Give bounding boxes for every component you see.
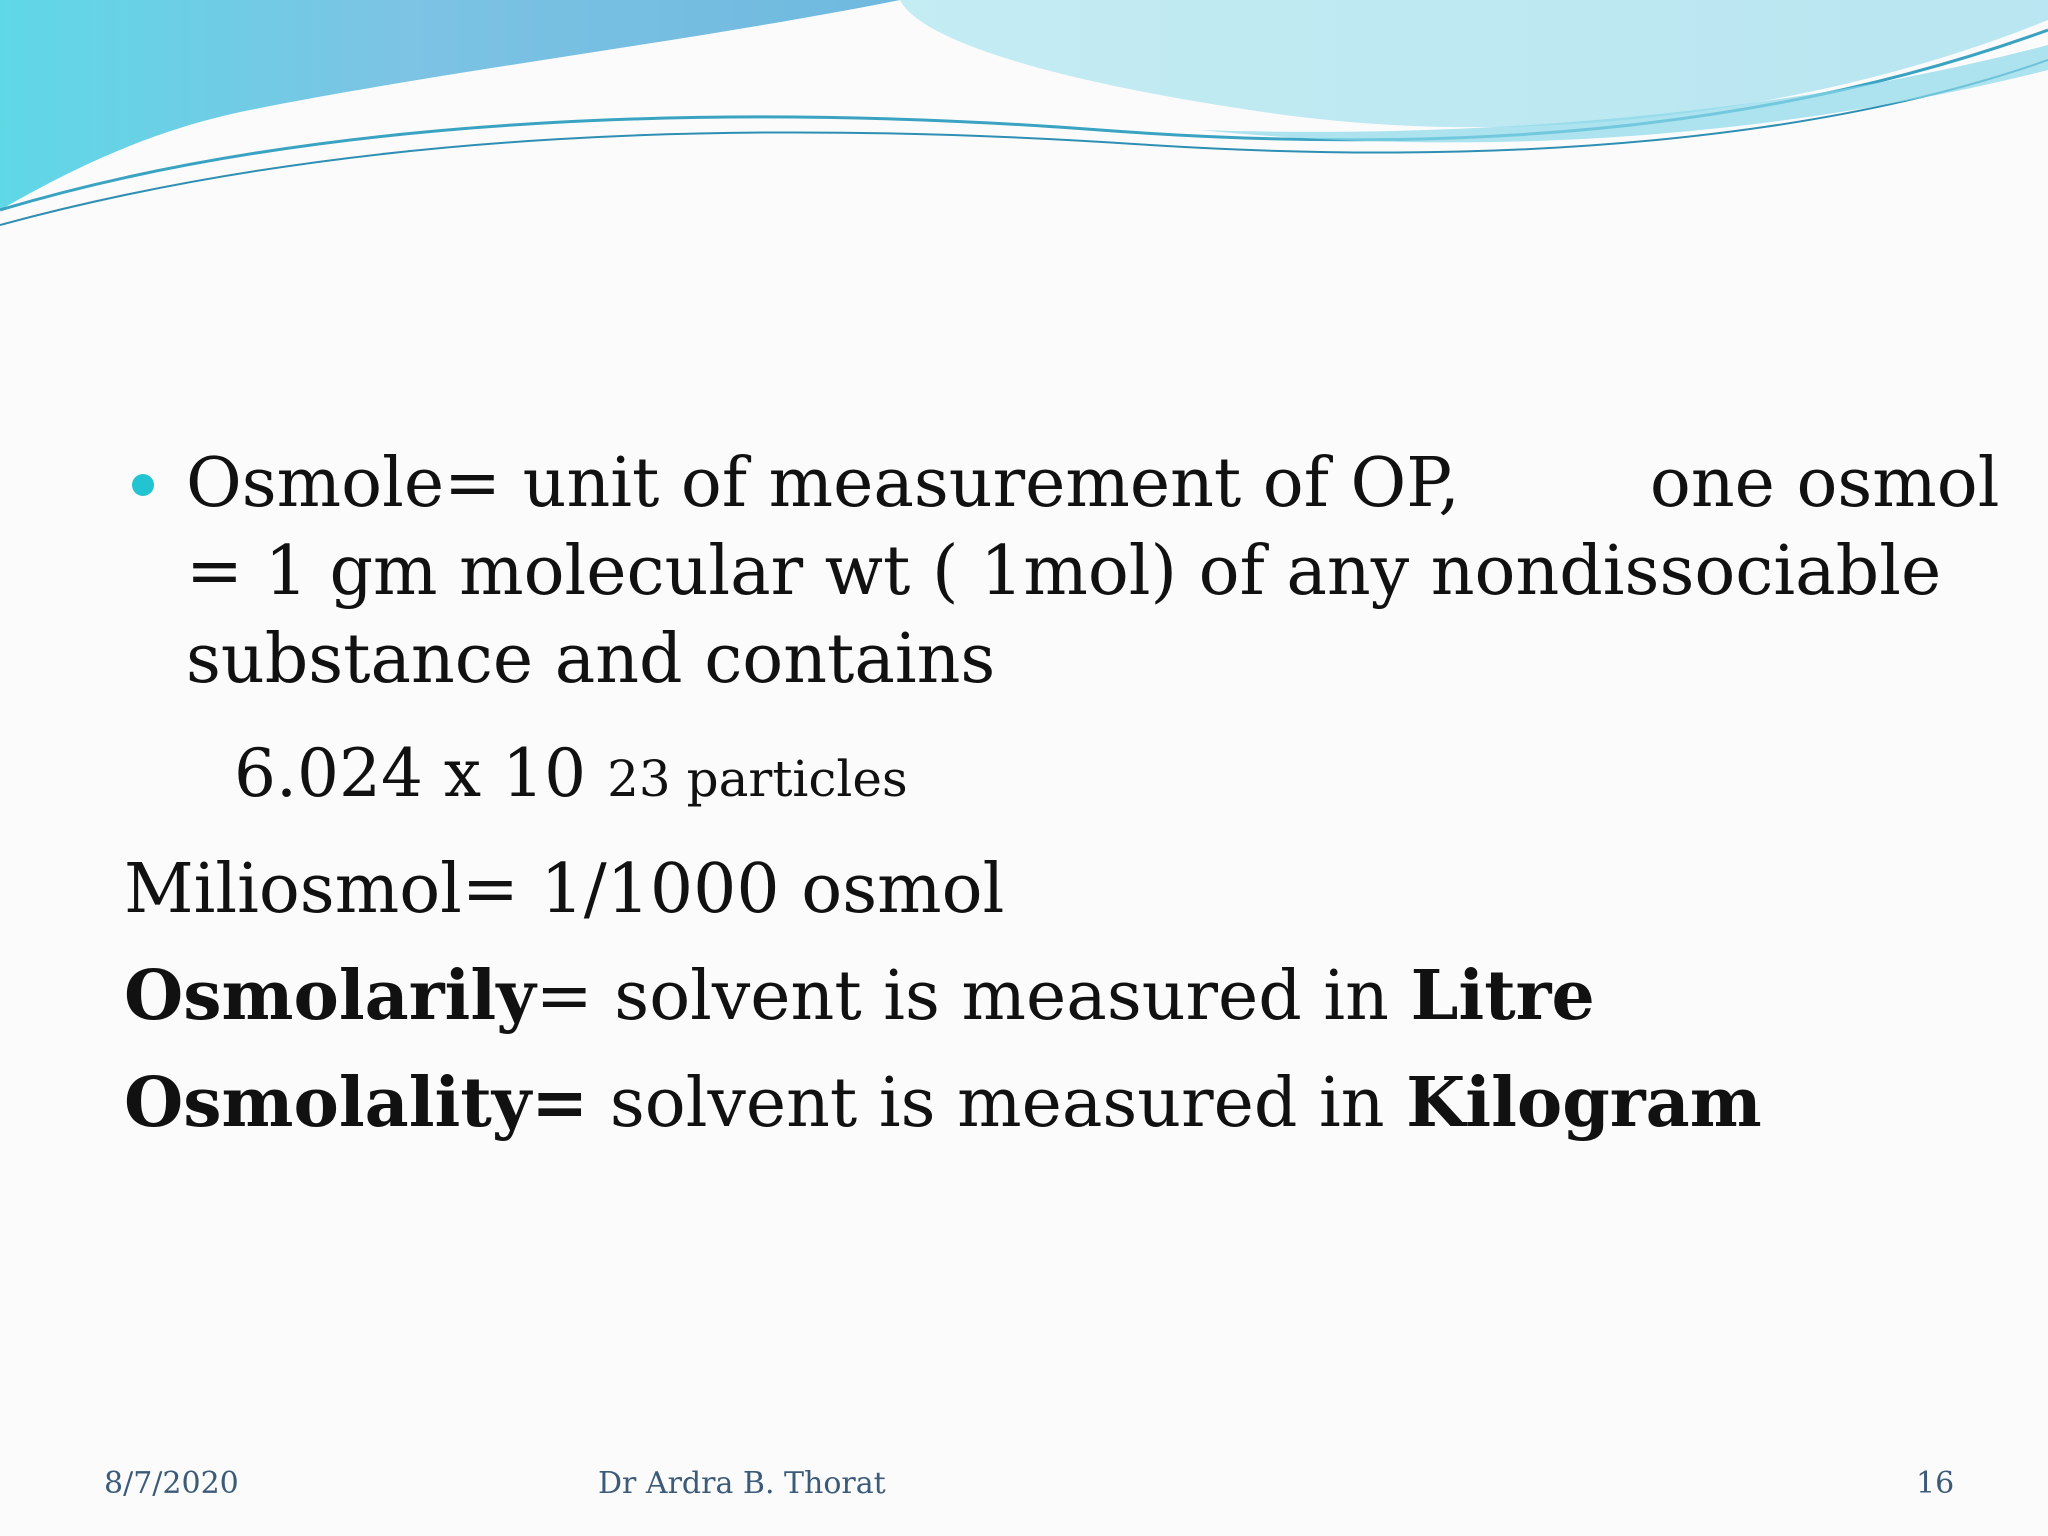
particles-text: 23 particles bbox=[607, 750, 908, 808]
osmolarity-line bbox=[124, 943, 1984, 1050]
particles-line bbox=[124, 726, 1984, 827]
osmolarity-definition: = solvent is measured in bbox=[535, 957, 1411, 1036]
osmolarity-term: Osmolarily bbox=[124, 956, 536, 1036]
osmole-definition-text: Osmole= unit of measurement of OP, bbox=[186, 444, 1460, 523]
slide-body bbox=[124, 440, 2000, 1157]
avogadro-number: 6.024 x 10 bbox=[234, 735, 587, 812]
miliosmol-line: Miliosmol= 1/1000 osmol bbox=[124, 850, 1005, 929]
footer-author: Dr Ardra B. Thorat bbox=[598, 1466, 886, 1501]
footer-date: 8/7/2020 bbox=[104, 1466, 239, 1501]
osmolality-term: Osmolality= bbox=[124, 1063, 589, 1143]
osmolality-definition: solvent is measured in bbox=[588, 1064, 1407, 1143]
osmolality-line bbox=[124, 1050, 1984, 1157]
osmolality-unit: Kilogram bbox=[1406, 1063, 1762, 1143]
bullet-item-osmole bbox=[124, 440, 2000, 704]
bullet-line-3: substance and contains bbox=[186, 620, 996, 699]
bullet-line-1 bbox=[186, 440, 2000, 528]
osmolarity-unit: Litre bbox=[1410, 956, 1595, 1036]
header-wave-decoration bbox=[0, 0, 2048, 240]
bullet-icon bbox=[132, 474, 154, 496]
bullet-line-2: = 1 gm molecular wt ( 1mol) of any nondissociable bbox=[186, 532, 1942, 611]
one-osmol-text: one osmol bbox=[1649, 444, 2000, 523]
footer-page-number: 16 bbox=[1916, 1466, 1955, 1501]
